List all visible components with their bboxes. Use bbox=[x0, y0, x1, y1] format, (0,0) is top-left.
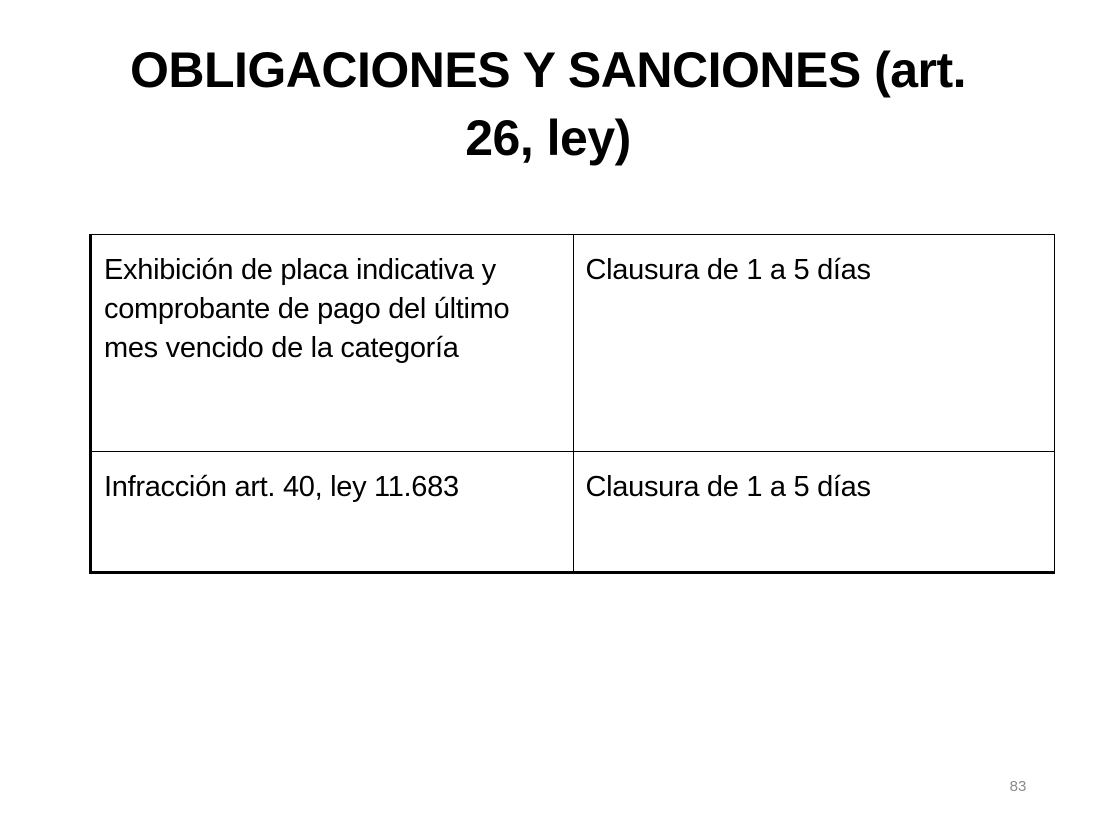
obligation-cell: Exhibición de placa indicativa y comprobante de pago del último mes vencido de la categoría bbox=[91, 235, 574, 452]
slide-title-line-1: OBLIGACIONES Y SANCIONES (art. bbox=[129, 42, 967, 98]
sanction-cell: Clausura de 1 a 5 días bbox=[573, 235, 1055, 452]
page-number: 83 bbox=[1009, 778, 1027, 795]
sanctions-table bbox=[89, 234, 1055, 574]
table-row bbox=[91, 235, 1055, 452]
obligation-cell: Infracción art. 40, ley 11.683 bbox=[91, 452, 574, 573]
slide-title bbox=[60, 36, 1036, 172]
slide-title-line-2: 26, ley) bbox=[465, 110, 631, 166]
sanction-cell: Clausura de 1 a 5 días bbox=[573, 452, 1055, 573]
table-row bbox=[91, 452, 1055, 573]
